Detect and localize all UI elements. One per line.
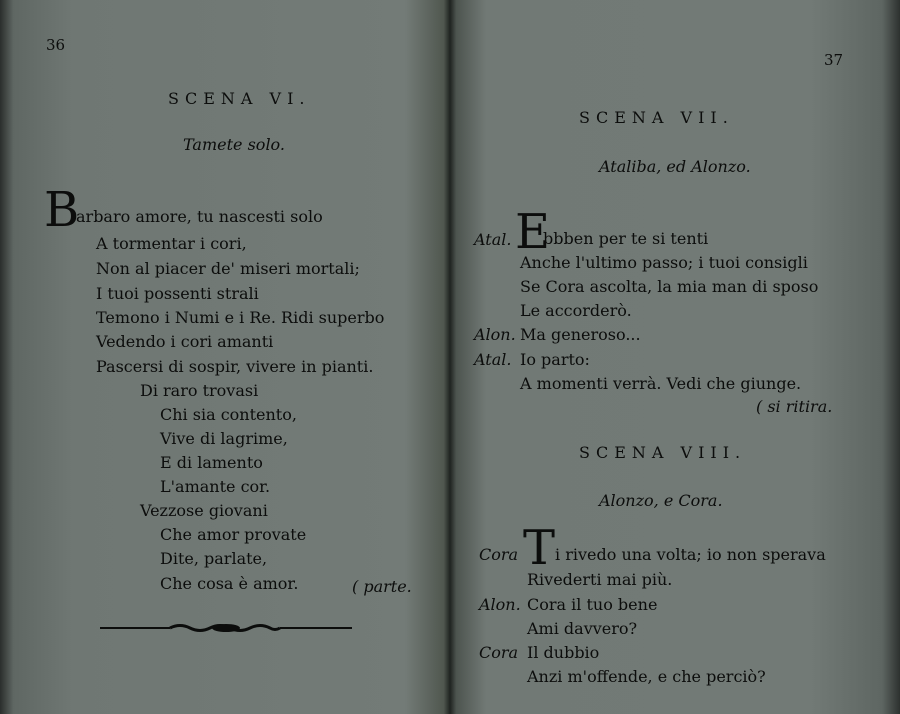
- drop-cap: B: [44, 182, 80, 238]
- page-number: 36: [46, 36, 66, 54]
- ornament-rule: [100, 622, 352, 634]
- verse-line: Chi sia contento,: [160, 405, 297, 424]
- verse-line: Che cosa è amor.: [160, 574, 299, 593]
- verse-line: Io parto:: [520, 350, 590, 369]
- verse-line: Il dubbio: [527, 643, 600, 662]
- verse-line: Rivederti mai più.: [527, 570, 673, 589]
- drop-cap: T: [523, 520, 556, 576]
- stage-direction: Alonzo, e Cora.: [599, 491, 723, 510]
- verse-line: Ami davvero?: [527, 619, 638, 638]
- verse-line: Dite, parlate,: [160, 549, 268, 568]
- right-page: [451, 0, 900, 714]
- verse-line: i rivedo una volta; io non sperava: [555, 545, 826, 564]
- scene-title: SCENA VI.: [168, 89, 311, 108]
- verse-line: L'amante cor.: [160, 477, 271, 496]
- verse-line: bbben per te si tenti: [543, 229, 709, 248]
- verse-line: arbaro amore, tu nascesti solo: [76, 207, 323, 226]
- verse-line: Anzi m'offende, e che perciò?: [527, 667, 766, 686]
- stage-direction: Ataliba, ed Alonzo.: [599, 157, 751, 176]
- verse-line: Pascersi di sospir, vivere in pianti.: [96, 357, 374, 376]
- verse-line: Che amor provate: [160, 525, 307, 544]
- speaker-label: Atal.: [474, 350, 512, 369]
- scene-title: SCENA VIII.: [579, 443, 747, 462]
- verse-line: I tuoi possenti strali: [96, 284, 259, 303]
- stage-direction: ( si ritira.: [756, 397, 833, 416]
- verse-line: A momenti verrà. Vedi che giunge.: [520, 374, 802, 393]
- verse-line: Anche l'ultimo passo; i tuoi consigli: [520, 253, 808, 272]
- page-number: 37: [824, 51, 844, 69]
- drop-cap: E: [515, 204, 551, 260]
- verse-line: Vedendo i cori amanti: [96, 332, 274, 351]
- verse-line: Le accorderò.: [520, 301, 632, 320]
- verse-line: Di raro trovasi: [140, 381, 259, 400]
- verse-line: A tormentar i cori,: [96, 234, 247, 253]
- speaker-label: Alon.: [474, 325, 516, 344]
- verse-line: Vezzose giovani: [140, 501, 268, 520]
- verse-line: Non al piacer de' miseri mortali;: [96, 259, 360, 278]
- verse-line: Ma generoso...: [520, 325, 641, 344]
- verse-line: Cora il tuo bene: [527, 595, 658, 614]
- speaker-label: Alon.: [479, 595, 521, 614]
- speaker-label: Atal.: [474, 230, 512, 249]
- speaker-label: Cora: [479, 643, 519, 662]
- stage-direction: Tamete solo.: [183, 135, 285, 154]
- verse-line: Vive di lagrime,: [160, 429, 288, 448]
- verse-line: Temono i Numi e i Re. Ridi superbo: [96, 308, 385, 327]
- scene-title: SCENA VII.: [579, 108, 734, 127]
- verse-line: E di lamento: [160, 453, 263, 472]
- verse-line: Se Cora ascolta, la mia man di sposo: [520, 277, 819, 296]
- exit-direction: ( parte.: [352, 577, 412, 596]
- speaker-label: Cora: [479, 545, 519, 564]
